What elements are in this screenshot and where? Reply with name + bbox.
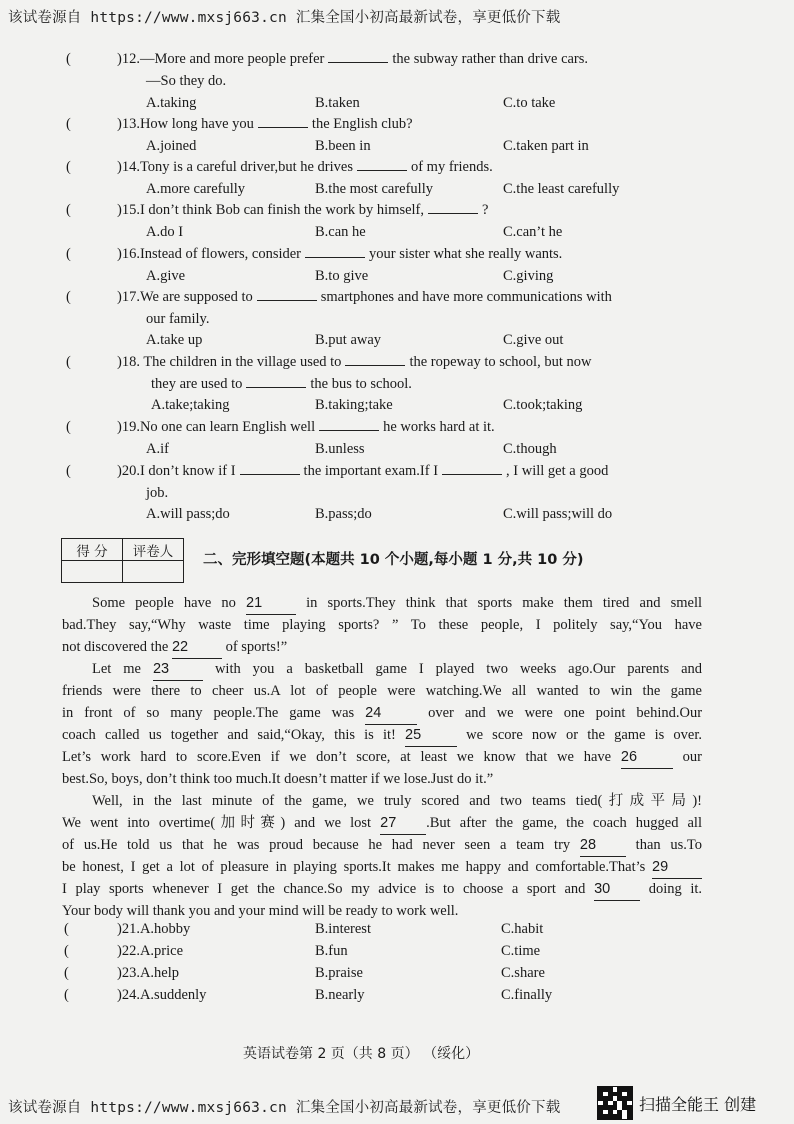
option-c: C.though <box>503 441 557 457</box>
scan-credit <box>597 1087 756 1119</box>
cloze-number: 23 <box>153 658 203 681</box>
option-a: A.take up <box>146 332 203 348</box>
page-footer: 英语试卷第 2 页（共 8 页） （绥化） <box>243 1046 480 1062</box>
score-header: 得 分 <box>62 539 123 561</box>
option-a: A.if <box>146 441 169 457</box>
option-a: A.taking <box>146 95 197 111</box>
cloze-number: 26 <box>621 746 673 769</box>
option-c: C.giving <box>503 268 554 284</box>
answer-row-24: ( )24.A.suddenly B.nearly C.finally <box>64 987 553 1003</box>
answer-row-22: ( )22.A.price B.fun C.time <box>64 943 541 959</box>
option-a: A.joined <box>146 138 197 154</box>
option-b: B.taken <box>315 95 360 111</box>
cloze-number: 28 <box>580 834 626 857</box>
option-c: C.can’t he <box>503 224 563 240</box>
option-b: B.pass;do <box>315 506 372 522</box>
cloze-number: 29 <box>652 856 702 879</box>
cloze-number: 25 <box>405 724 457 747</box>
question-stem: )12.—More and more people prefer <box>117 51 325 67</box>
cloze-number: 22 <box>172 636 222 659</box>
option-b: B.been in <box>315 138 371 154</box>
grader-header: 评卷人 <box>123 539 184 561</box>
answer-blank <box>328 50 388 63</box>
scan-credit-text: 扫描全能王 创建 <box>639 1094 757 1114</box>
source-banner-bottom: 该试卷源自 https://www.mxsj663.cn 汇集全国小初高最新试卷，享更低价下载 <box>8 1100 561 1116</box>
option-b: B.put away <box>315 332 382 348</box>
option-c: C.will pass;will do <box>503 506 613 522</box>
cloze-number: 21 <box>246 592 296 615</box>
option-a: A.take;taking <box>151 397 230 413</box>
qr-code-icon <box>597 1086 633 1120</box>
score-cell[interactable] <box>62 561 123 583</box>
source-banner-top: 该试卷源自 https://www.mxsj663.cn 汇集全国小初高最新试卷，享更低价下载 <box>8 10 561 26</box>
option-c: C.taken part in <box>503 138 589 154</box>
cloze-number: 24 <box>365 702 417 725</box>
grader-cell[interactable] <box>123 561 184 583</box>
answer-row-21: ( )21.A.hobby B.interest C.habit <box>64 921 544 937</box>
cloze-number: 30 <box>594 878 640 901</box>
option-b: B.taking;take <box>315 397 393 413</box>
option-b: B.to give <box>315 268 369 284</box>
option-c: C.to take <box>503 95 556 111</box>
cloze-number: 27 <box>380 812 426 835</box>
section-title: 二、完形填空题(本题共 10 个小题,每小题 1 分,共 10 分) <box>203 552 584 568</box>
option-c: C.took;taking <box>503 397 583 413</box>
option-b: B.the most carefully <box>315 181 433 197</box>
option-c: C.the least carefully <box>503 181 620 197</box>
option-c: C.give out <box>503 332 564 348</box>
option-a: A.do I <box>146 224 184 240</box>
option-b: B.unless <box>315 441 365 457</box>
option-a: A.give <box>146 268 186 284</box>
score-table <box>61 538 184 583</box>
option-b: B.can he <box>315 224 366 240</box>
cloze-passage: Some people have no 21 in sports.They think that sports make them tired and smell bad.They say,“Why waste time playing sports? ” To these people, I politely say,“You have not discovered the 22 of sports!” Let me 23 with you a basketball game I played two weeks ago.Our parents and friends were there to cheer us.A lot of people were watching.We all wanted to win the game in front of so many people.The game was 24 over and we were one point behind.Our coach called us together and said,“Okay, this is it! 25 we score now or the game is over. Let’s work hard to score.Even if we don’t score, at least we know that we have 26 our best.So, boys, don’t think too much.It doesn’t matter if we lose.Just do it.” Well, in the last minute of the game, we truly scored and two teams tied(打成平局)! We went into overtime(加时赛) and we lost 27 .But after the game, the coach hugged all of us.He told us that he was proud because he had never seen a team try 28 than us.To be honest, I get a lot of pleasure in playing sports.It makes me happy and comfortable.That’s 29 I play sports whenever I get the chance.So my advice is to choose a sport and 30 doing it. Your body will thank you and your mind will be ready to work well. <box>62 592 702 922</box>
option-a: A.will pass;do <box>146 506 230 522</box>
answer-row-23: ( )23.A.help B.praise C.share <box>64 965 545 981</box>
option-a: A.more carefully <box>146 181 246 197</box>
